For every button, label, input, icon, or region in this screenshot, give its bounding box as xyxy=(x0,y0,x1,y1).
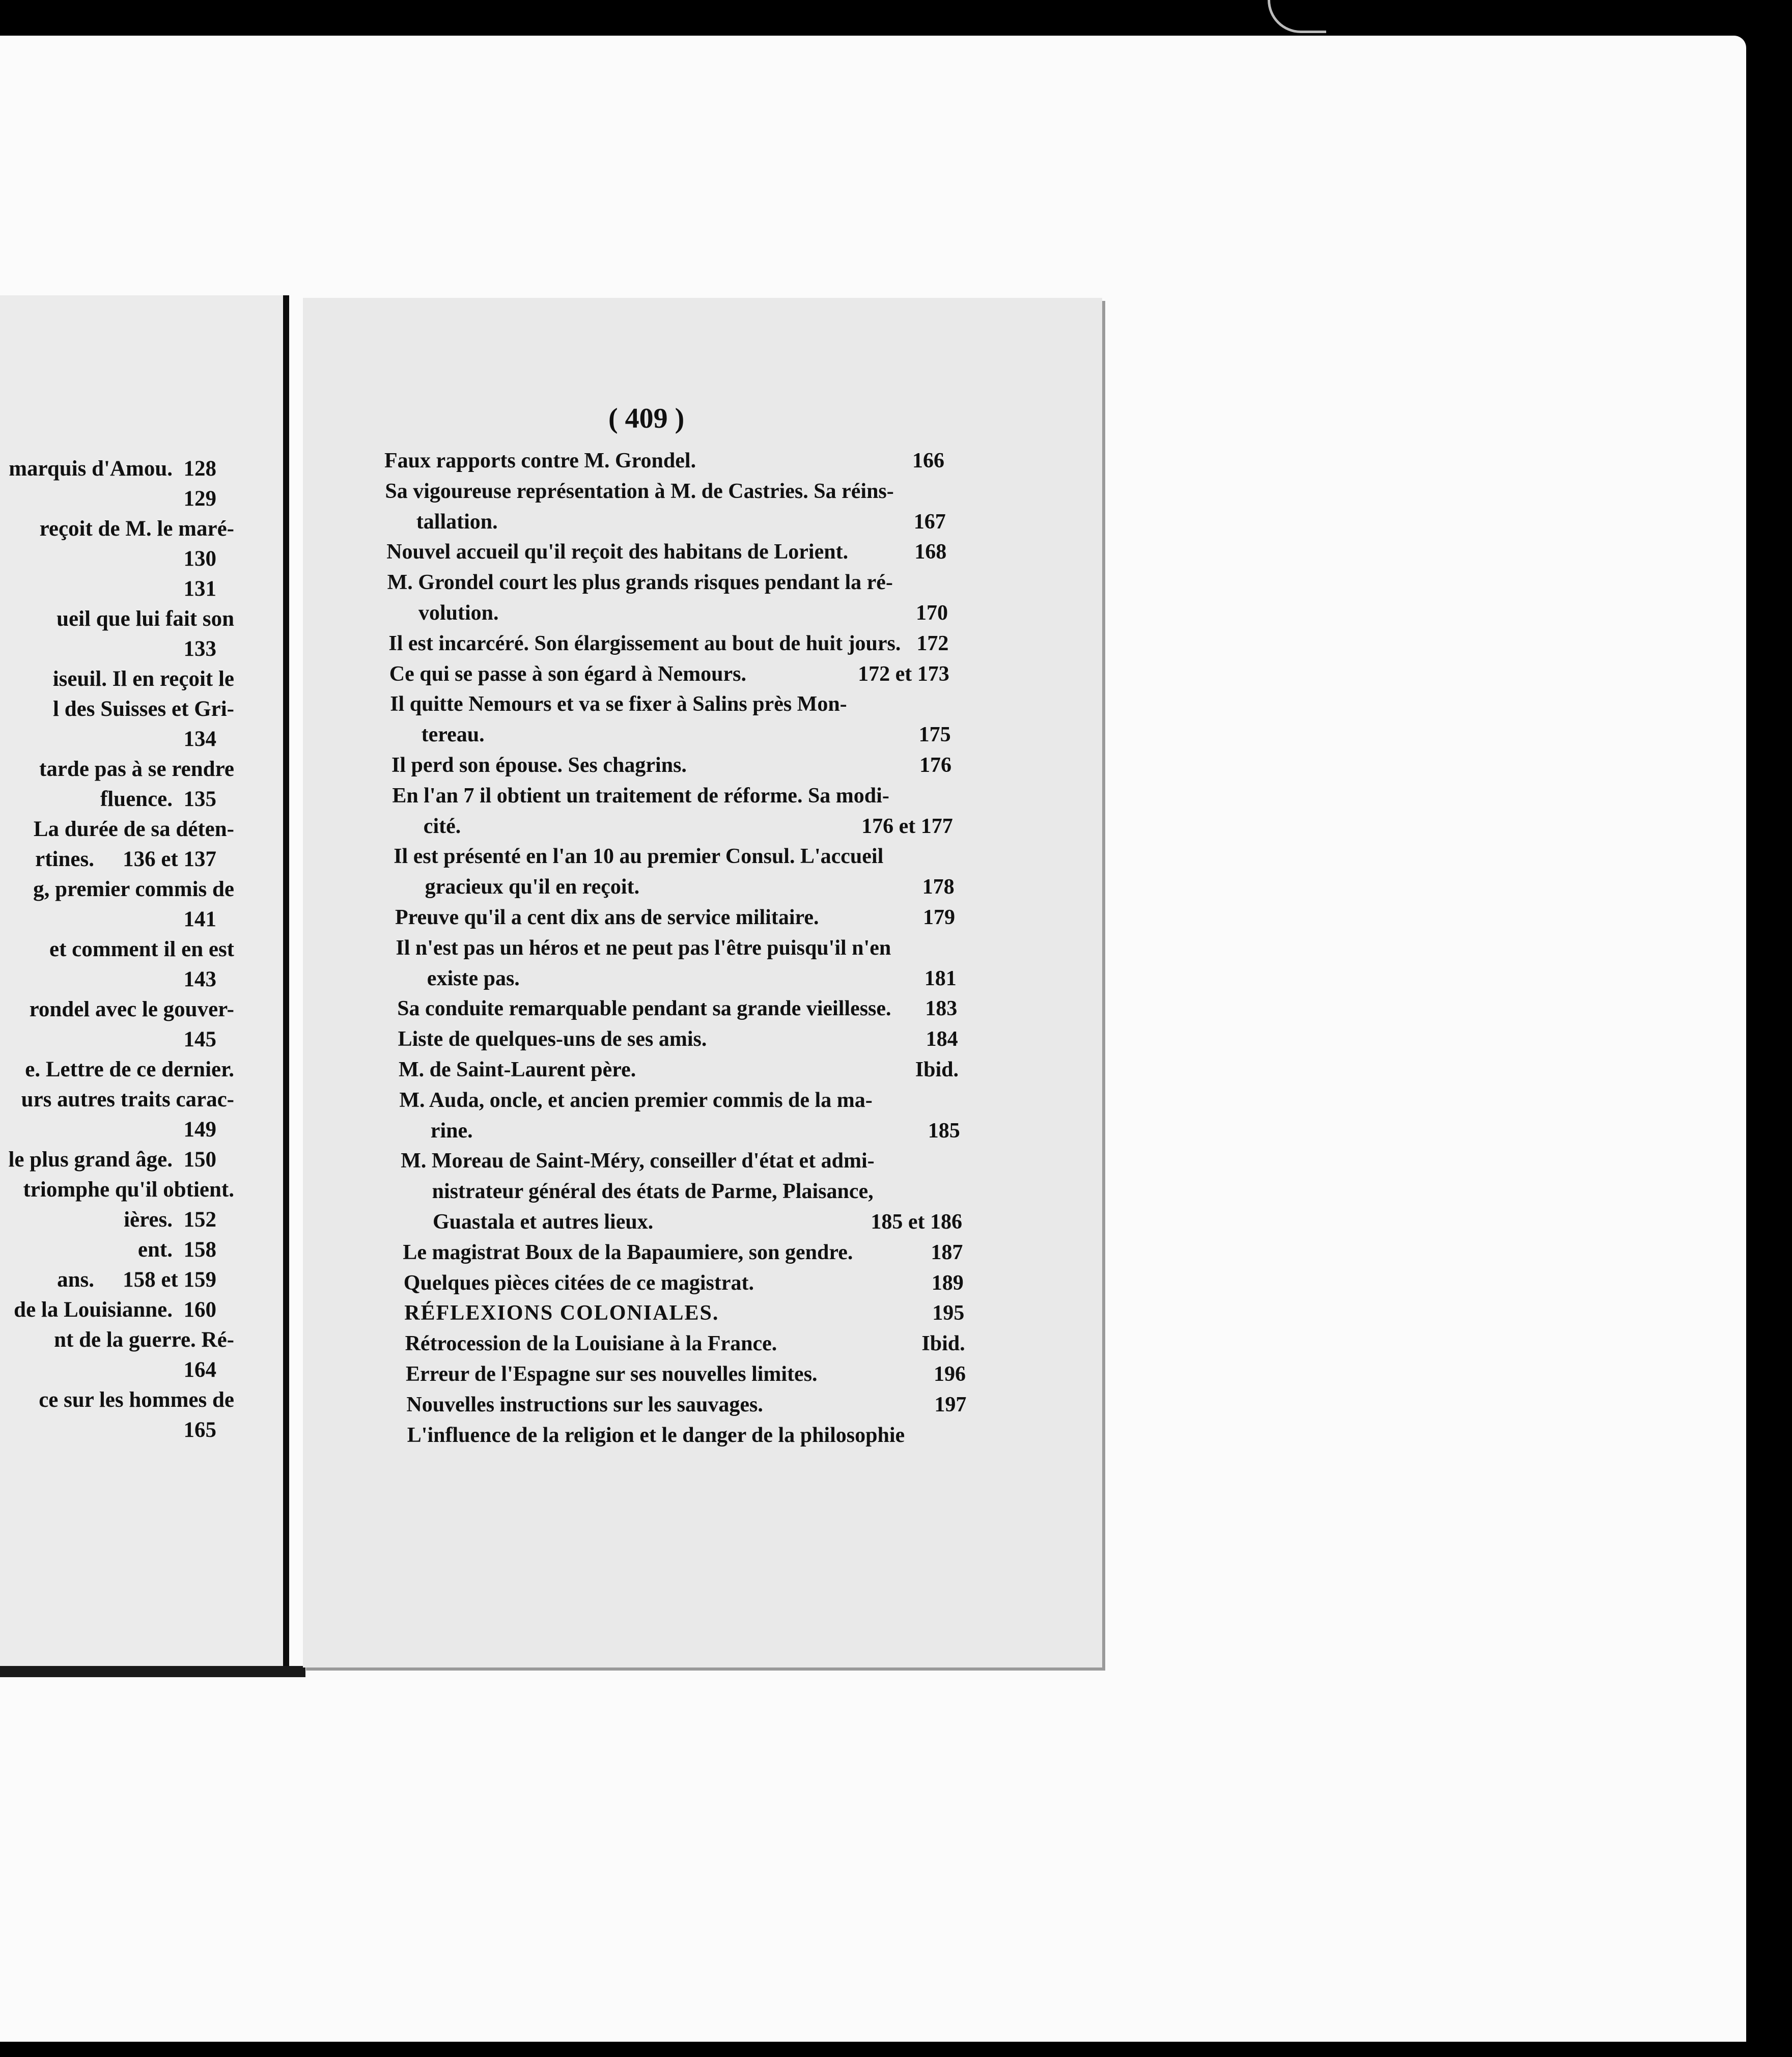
left-page-line-page: 143 xyxy=(183,967,216,991)
toc-entry xyxy=(392,781,952,811)
left-page-line xyxy=(0,513,285,545)
toc-entry xyxy=(399,1085,959,1116)
left-page-line-text: urs autres traits carac- xyxy=(21,1088,234,1111)
left-page-line-text: g, premier commis de xyxy=(33,877,234,901)
toc-entry-page: 179 xyxy=(923,906,955,929)
toc-entry xyxy=(401,1146,961,1176)
toc-entry-text: gracieux qu'il en reçoit. xyxy=(425,875,640,899)
left-page-line-page: 130 xyxy=(183,547,216,571)
toc-entry xyxy=(404,1268,964,1298)
toc-entry xyxy=(385,476,945,507)
toc-entry-text: L'influence de la religion et le danger de la philosophie xyxy=(407,1423,905,1447)
left-page-line xyxy=(0,814,285,845)
scan-edge-mark xyxy=(1268,0,1326,33)
toc-entry-page: 196 xyxy=(934,1363,966,1386)
left-page-line xyxy=(0,603,285,635)
toc-entry-text: Il est incarcéré. Son élargissement au bout de huit jours. xyxy=(388,631,901,655)
toc-entry-page: 195 xyxy=(932,1301,965,1325)
toc-entry-text: Quelques pièces citées de ce magistrat. xyxy=(403,1271,754,1295)
toc-entry-page: 176 xyxy=(919,754,951,777)
toc-entry xyxy=(400,1116,960,1146)
toc-entry xyxy=(403,1237,963,1268)
left-page-line-page: 133 xyxy=(183,637,216,661)
page-number: ( 409 ) xyxy=(608,403,685,434)
toc-entry-text: Erreur de l'Espagne sur ses nouvelles limites. xyxy=(406,1363,818,1386)
left-page-line-text: ières. xyxy=(124,1208,173,1232)
book-gutter xyxy=(283,295,289,1670)
left-page-line xyxy=(0,1234,285,1266)
toc-entry-text: Nouvelles instructions sur les sauvages. xyxy=(406,1393,763,1416)
left-page-line-text: le plus grand âge. xyxy=(8,1148,173,1172)
toc-entry xyxy=(388,598,948,628)
toc-entry xyxy=(399,1054,959,1085)
left-page-line-page: 149 xyxy=(183,1118,216,1142)
left-page-line-text: marquis d'Amou. xyxy=(9,457,173,481)
toc-entry-text: existe pas. xyxy=(427,966,520,990)
toc-entry-page: 197 xyxy=(934,1393,967,1416)
toc-entry-page: 166 xyxy=(912,449,944,472)
left-page-line xyxy=(0,1084,285,1116)
left-page-line-page: 165 xyxy=(183,1418,216,1442)
toc-entry-text: Preuve qu'il a cent dix ans de service militaire. xyxy=(395,906,819,929)
toc-entry-text: Il n'est pas un héros et ne peut pas l'être puisqu'il n'en xyxy=(396,936,891,960)
left-page-line-page: 160 xyxy=(183,1298,216,1322)
left-page-line xyxy=(0,724,285,755)
toc-entry xyxy=(397,963,957,994)
toc-entry-page: 176 et 177 xyxy=(861,814,953,838)
toc-entry xyxy=(397,993,957,1024)
left-page-line-text: de la Louisianne. xyxy=(14,1298,173,1322)
left-page-line-page: 152 xyxy=(183,1208,216,1232)
left-page-line xyxy=(0,1174,285,1206)
left-page-line-text: La durée de sa déten- xyxy=(33,817,234,841)
left-page-line xyxy=(0,543,285,575)
toc-entry xyxy=(394,841,954,872)
left-page-line-text: rtines. xyxy=(35,847,94,871)
left-page-line-page: 131 xyxy=(183,577,216,601)
toc-entry-page: 183 xyxy=(925,997,958,1021)
left-page-line xyxy=(0,1114,285,1146)
toc-entry-page: 184 xyxy=(926,1027,958,1051)
toc-entry-text: M. de Saint-Laurent père. xyxy=(399,1058,636,1081)
toc-entry-text: rine. xyxy=(430,1119,473,1143)
left-page-line-text: l des Suisses et Gri- xyxy=(53,697,234,721)
left-page-line xyxy=(0,483,285,515)
toc-entry-text: Le magistrat Boux de la Bapaumiere, son gendre. xyxy=(403,1240,853,1264)
left-page-line-text: reçoit de M. le maré- xyxy=(39,517,234,541)
left-page-line xyxy=(0,1384,285,1416)
toc-entry-page: 187 xyxy=(931,1240,963,1264)
left-page-line-page: 164 xyxy=(183,1358,216,1382)
book-gutter-foot xyxy=(0,1666,305,1677)
toc-entry xyxy=(387,567,947,598)
toc-entry-text: Faux rapports contre M. Grondel. xyxy=(384,449,696,472)
toc-entry-text: Rétrocession de la Louisiane à la France. xyxy=(405,1332,777,1356)
toc-entry-text: M. Auda, oncle, et ancien premier commis de la ma- xyxy=(399,1088,873,1112)
left-page-line xyxy=(0,693,285,725)
toc-entry xyxy=(406,1389,966,1420)
left-page-line xyxy=(0,1204,285,1236)
toc-entry-text: Liste de quelques-uns de ses amis. xyxy=(398,1027,707,1051)
left-page-line-page: 134 xyxy=(183,727,216,751)
toc-entry-text: tereau. xyxy=(421,723,485,747)
left-page-line-page: 150 xyxy=(183,1148,216,1172)
toc-entry xyxy=(389,659,949,689)
left-page-line-page: 145 xyxy=(183,1027,216,1051)
left-page-line xyxy=(0,844,285,875)
toc-entry-text: Sa conduite remarquable pendant sa grande vieillesse. xyxy=(397,997,891,1021)
left-page-line-text: triomphe qu'il obtient. xyxy=(23,1178,234,1202)
left-page-line-page: 158 et 159 xyxy=(123,1268,216,1292)
toc-entry-text: M. Moreau de Saint-Méry, conseiller d'état et admi- xyxy=(401,1149,875,1173)
left-page-line-page: 136 et 137 xyxy=(123,847,216,871)
toc-entry-page: 189 xyxy=(931,1271,964,1295)
toc-entry xyxy=(393,811,953,842)
left-page-line-page: 158 xyxy=(183,1238,216,1262)
left-page-line-text: ans. xyxy=(57,1268,94,1292)
toc-entry xyxy=(398,1024,958,1054)
toc-entry-text: En l'an 7 il obtient un traitement de réforme. Sa modi- xyxy=(392,784,889,808)
left-page-line xyxy=(0,1024,285,1055)
left-page-line xyxy=(0,453,285,485)
toc-entry-text: Sa vigoureuse représentation à M. de Castries. Sa réins- xyxy=(385,479,894,503)
left-page-line xyxy=(0,964,285,995)
toc-entry xyxy=(391,719,951,750)
left-page-line xyxy=(0,1144,285,1176)
left-page-line xyxy=(0,1354,285,1386)
left-page-line xyxy=(0,573,285,605)
toc-entry xyxy=(390,689,950,719)
left-page-line-text: ce sur les hommes de xyxy=(39,1388,234,1412)
left-page-line xyxy=(0,994,285,1025)
toc-entry-page: 172 et 173 xyxy=(858,662,949,686)
toc-entry-text: volution. xyxy=(418,601,499,625)
left-page-line-text: ent. xyxy=(137,1238,173,1262)
toc-entry-page: 168 xyxy=(914,540,947,564)
toc-entry xyxy=(388,628,948,659)
toc-entry xyxy=(396,933,956,963)
toc-entry xyxy=(384,446,944,476)
toc-entry-page: 178 xyxy=(922,875,955,899)
left-page-line-text: fluence. xyxy=(100,787,173,811)
toc-entry-text: cité. xyxy=(423,814,461,838)
toc-entry xyxy=(404,1298,964,1328)
left-page-line-page: 128 xyxy=(183,457,216,481)
toc-entry-text: Il perd son épouse. Ses chagrins. xyxy=(391,754,687,777)
toc-entry-text: Ce qui se passe à son égard à Nemours. xyxy=(389,662,746,686)
left-page-line-page: 141 xyxy=(183,907,216,931)
left-page-line xyxy=(0,1054,285,1086)
left-page-line xyxy=(0,934,285,965)
toc-entry-text: Nouvel accueil qu'il reçoit des habitans de Lorient. xyxy=(386,540,849,564)
toc-entry-page: 172 xyxy=(916,631,949,655)
toc-entry-page: 175 xyxy=(918,723,951,747)
left-page-line xyxy=(0,754,285,785)
toc-entry-page: Ibid. xyxy=(921,1332,965,1356)
toc-entry-page: 167 xyxy=(913,510,946,534)
toc-entry-text: nistrateur général des états de Parme, Plaisance, xyxy=(432,1180,874,1204)
left-page-line xyxy=(0,784,285,815)
toc-entry xyxy=(407,1420,967,1451)
left-page-line xyxy=(0,904,285,935)
toc-entry-text: RÉFLEXIONS COLONIALES. xyxy=(404,1301,719,1325)
toc-entry-text: tallation. xyxy=(416,510,498,534)
left-page-line-page: 135 xyxy=(183,787,216,811)
toc-entry-text: M. Grondel court les plus grands risques pendant la ré- xyxy=(387,571,893,595)
left-page xyxy=(0,295,285,1670)
left-page-line xyxy=(0,1324,285,1356)
toc-entry xyxy=(395,902,955,933)
toc-entry-text: Guastala et autres lieux. xyxy=(433,1210,654,1234)
toc-entry xyxy=(405,1328,965,1359)
left-page-line-page: 129 xyxy=(183,487,216,511)
left-page-line-text: et comment il en est xyxy=(49,937,234,961)
toc-entry xyxy=(402,1207,962,1237)
left-page-line xyxy=(0,874,285,905)
toc-entry xyxy=(395,872,955,902)
toc-entry-text: Il quitte Nemours et va se fixer à Salins près Mon- xyxy=(390,692,847,716)
toc-entry-page: 170 xyxy=(916,601,948,625)
left-page-line xyxy=(0,1264,285,1296)
left-page-line-text: tarde pas à se rendre xyxy=(39,757,234,781)
toc-entry-page: 185 et 186 xyxy=(871,1210,962,1234)
toc-entry xyxy=(386,507,946,537)
toc-entry xyxy=(406,1359,966,1389)
left-page-line-text: iseuil. Il en reçoit le xyxy=(52,667,234,691)
toc-entry-text: Il est présenté en l'an 10 au premier Consul. L'accueil xyxy=(394,845,884,869)
left-page-line xyxy=(0,633,285,665)
left-page-line-text: ueil que lui fait son xyxy=(57,607,234,631)
left-page-line xyxy=(0,663,285,695)
left-page-line-text: e. Lettre de ce dernier. xyxy=(25,1058,234,1081)
toc-entry xyxy=(402,1176,962,1207)
toc-entry-page: 181 xyxy=(924,966,957,990)
toc-entry-page: 185 xyxy=(928,1119,960,1143)
left-page-line-text: nt de la guerre. Ré- xyxy=(54,1328,234,1352)
toc-entry-page: Ibid. xyxy=(915,1058,959,1081)
left-page-line xyxy=(0,1294,285,1326)
toc-entry xyxy=(391,750,951,781)
left-page-line-text: rondel avec le gouver- xyxy=(29,997,234,1021)
toc-entry xyxy=(386,537,946,567)
left-page-line xyxy=(0,1414,285,1446)
